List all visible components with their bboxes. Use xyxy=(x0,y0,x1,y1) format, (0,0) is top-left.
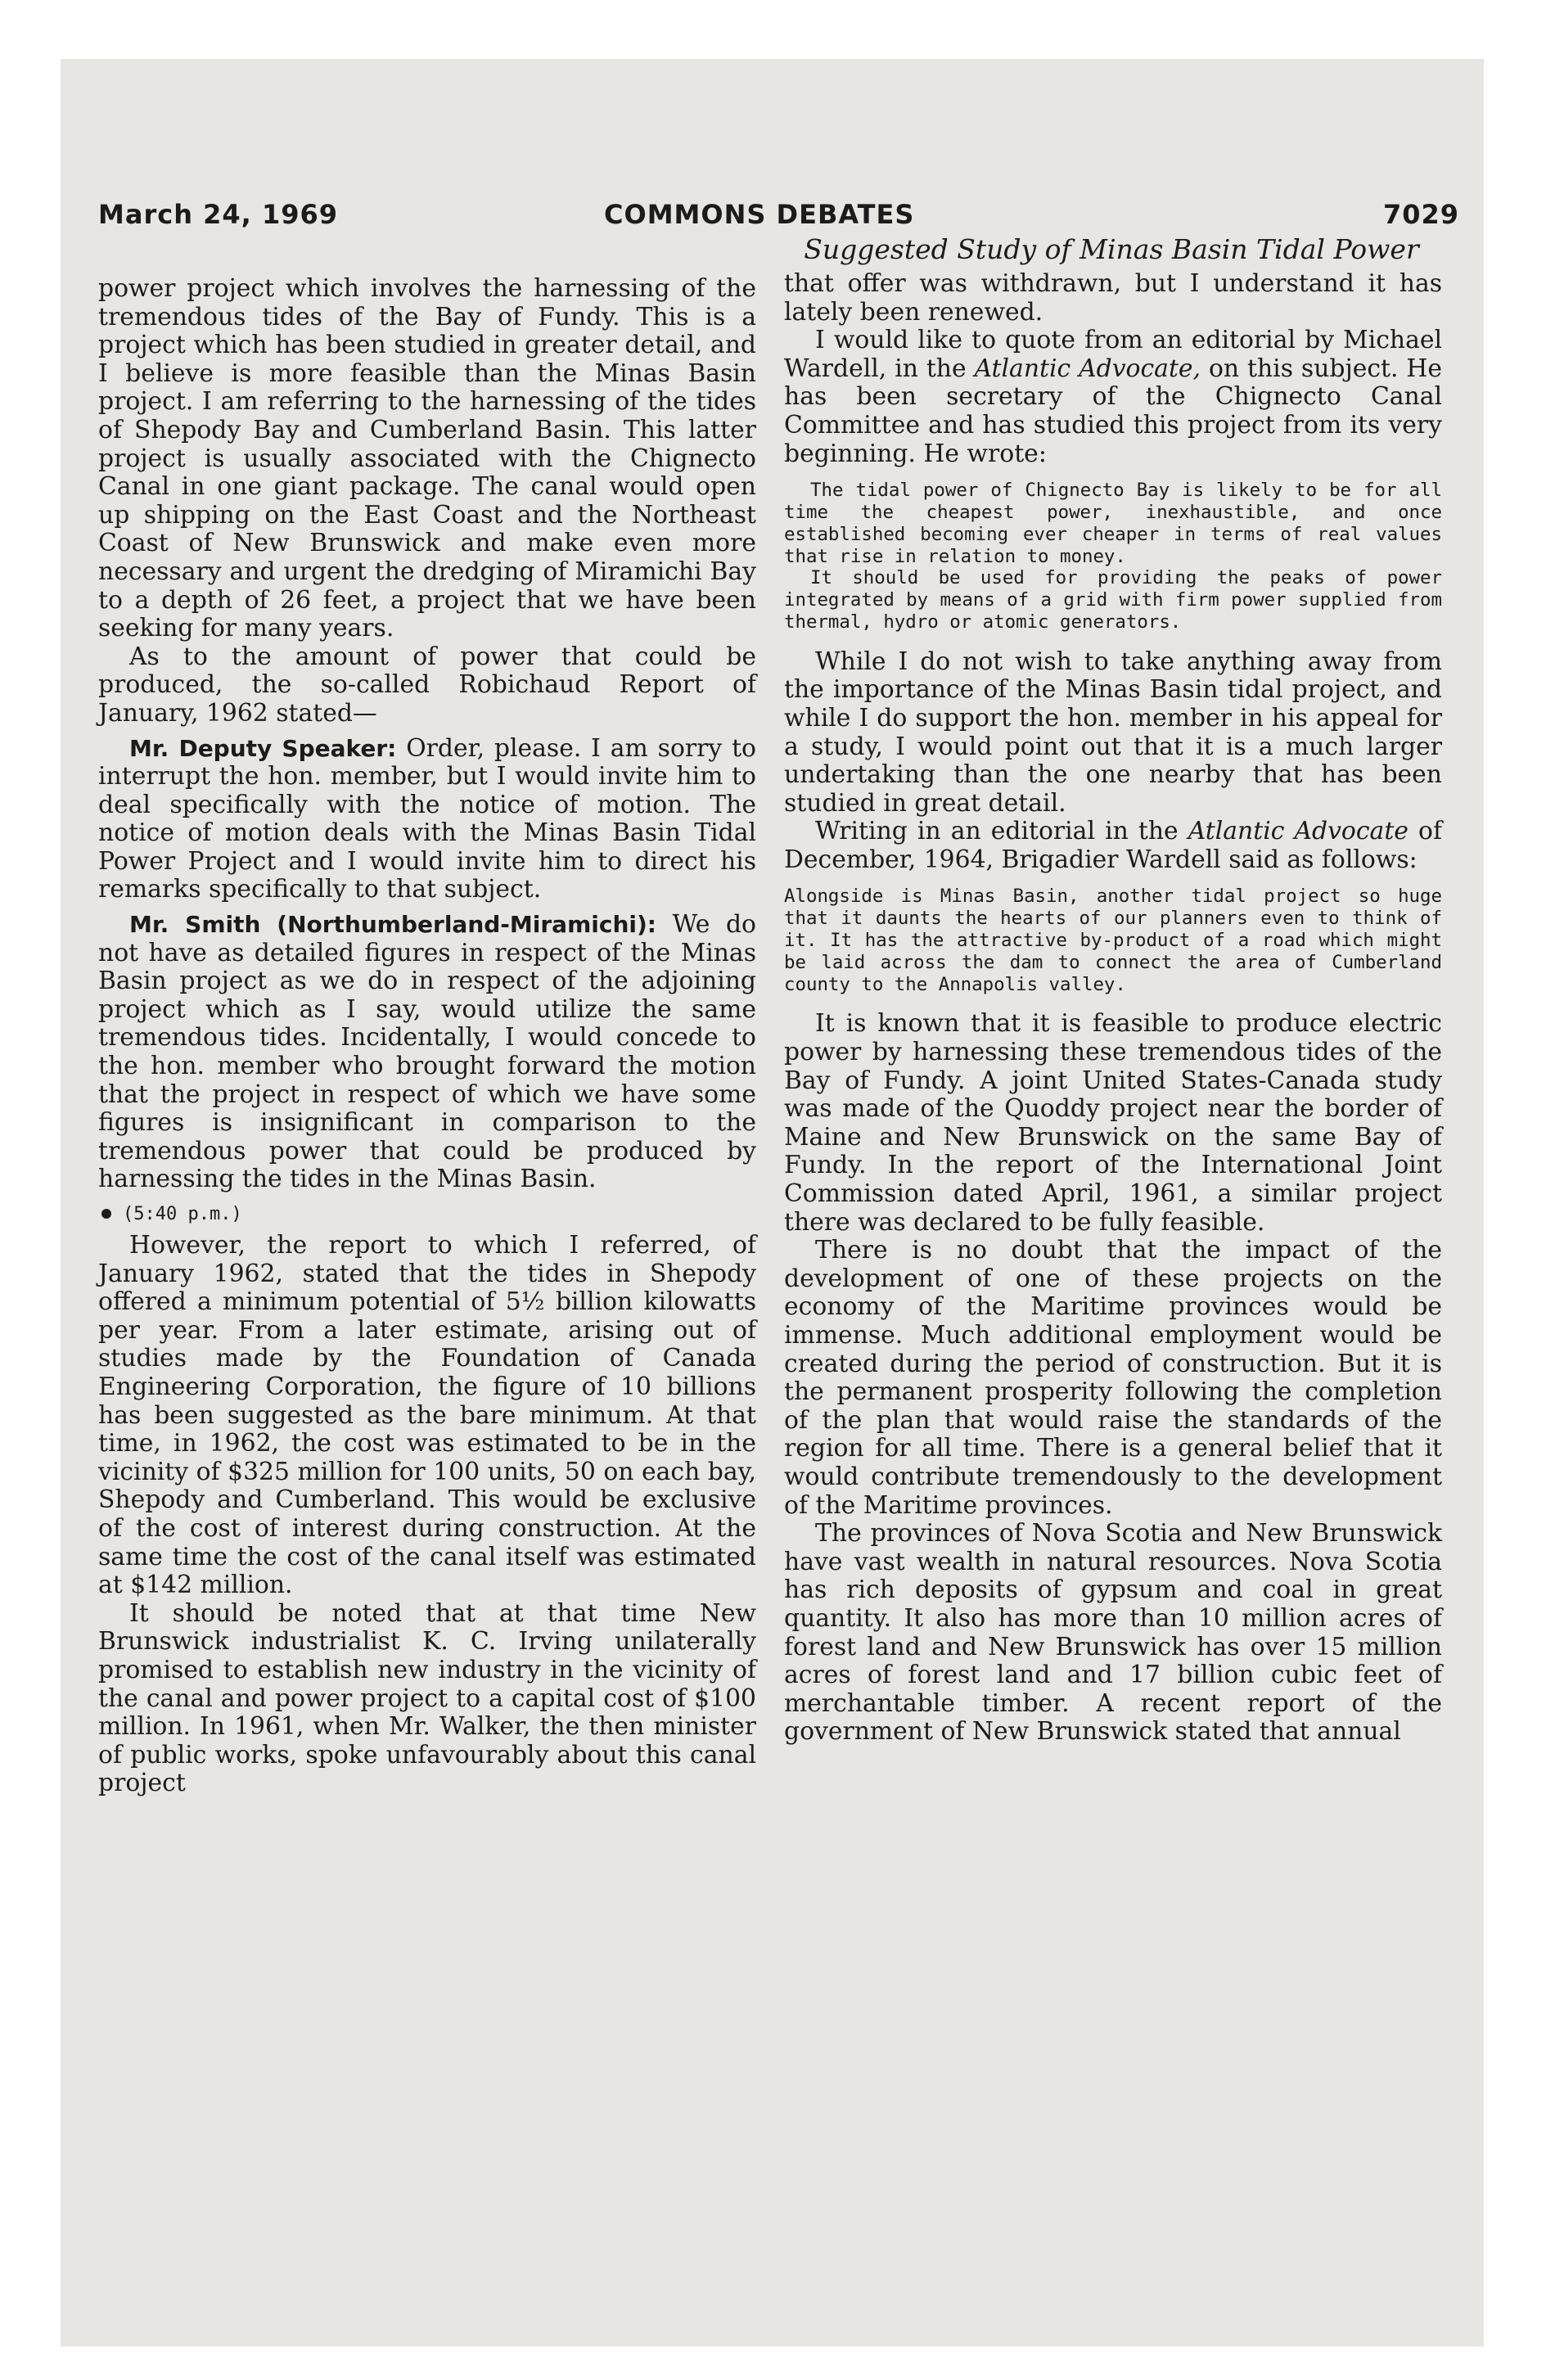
text-run: on this subject. He has been secretary of the Chignecto Canal Committee and has studied this project from its very beginning. He wrote: xyxy=(784,354,1442,468)
paragraph: It should be noted that at that time New Brunswick industrialist K. C. Irving unilaterally promised to establish new industry in the vicinity of the canal and power project to a capital cost of $100 million. In 1961, when Mr. Walker, the then minister of public works, spoke unfavourably about this canal project xyxy=(98,1598,756,1798)
bullet-icon xyxy=(101,1209,111,1219)
page-number: 7029 xyxy=(1383,199,1460,230)
quote-paragraph: It should be used for providing the peaks of power integrated by means of a grid with firm power supplied from thermal, hydro or atomic generators. xyxy=(784,567,1442,633)
time-stamp xyxy=(98,1201,756,1228)
publication-title: Atlantic Advocate xyxy=(1188,817,1409,846)
block-quote xyxy=(784,886,1442,995)
paragraph: that offer was withdrawn, but I understand it has lately been renewed. xyxy=(784,269,1442,327)
paragraph xyxy=(784,818,1442,874)
speech-deputy-speaker xyxy=(98,735,756,905)
text-run: I would like to quote from an editorial by Michael Wardell, in the xyxy=(784,326,1442,383)
text-run: of December, 1964, Brigadier Wardell said as follows: xyxy=(784,817,1442,874)
publication-title: Atlantic Advocate, xyxy=(974,354,1201,383)
speech-smith xyxy=(98,911,756,1194)
left-column xyxy=(98,275,756,1798)
paragraph: While I do not wish to take anything away from the importance of the Minas Basin tidal project, and while I do support the hon. member in his appeal for a study, I would point out that it is a much larger undertaking than the one nearby that has been studied in great detail. xyxy=(784,647,1442,818)
running-subject-heading: Suggested Study of Minas Basin Tidal Power xyxy=(804,233,1419,265)
header-title: COMMONS DEBATES xyxy=(604,199,915,230)
paragraph: It is known that it is feasible to produce electric power by harnessing these tremendous tides of the Bay of Fundy. A joint United States-Canada study was made of the Quoddy project near the border of Maine and New Brunswick on the same Bay of Fundy. In the report of the International Joint Commission dated April, 1961, a similar project there was declared to be fully feasible. xyxy=(784,1009,1442,1237)
speech-text: We do not have as detailed figures in respect of the Minas Basin project as we do in respect of the adjoining project which as I say, would utilize the same tremendous tides. Incidentally, I would concede to the hon. member who brought forward the motion that the project in respect of which we have some figures is insignificant in comparison to the tremendous power that could be produced by harnessing the tides in the Minas Basin. xyxy=(98,910,756,1194)
speaker-name: Mr. Smith (Northumberland-Miramichi): xyxy=(129,911,656,939)
header-date: March 24, 1969 xyxy=(98,199,338,230)
paragraph: The provinces of Nova Scotia and New Brunswick have vast wealth in natural resources. Nova Scotia has rich deposits of gypsum and coal in great quantity. It also has more than 10 million acres of forest land and New Brunswick has over 15 million acres of forest land and 17 billion cubic feet of merchantable timber. A recent report of the government of New Brunswick stated that annual xyxy=(784,1519,1442,1747)
right-column xyxy=(784,270,1442,1747)
block-quote xyxy=(784,480,1442,633)
paragraph xyxy=(784,327,1442,468)
quote-paragraph: The tidal power of Chignecto Bay is likely to be for all time the cheapest power, inexhaustible, and once established becoming ever cheaper in terms of real values that rise in relation to money. xyxy=(784,480,1442,567)
text-run: Writing in an editorial in the xyxy=(815,817,1179,846)
speech-text: Order, please. I am sorry to interrupt the hon. member, but I would invite him to deal specifically with the notice of motion. The notice of motion deals with the Minas Basin Tidal Power Project and I would invite him to direct his remarks specifically to that subject. xyxy=(98,733,756,904)
time-stamp-text: (5:40 p.m.) xyxy=(123,1204,242,1224)
quote-paragraph: Alongside is Minas Basin, another tidal project so huge that it daunts the hearts of our planners even to think of it. It has the attractive by-product of a road which might be laid across the dam to connect the area of Cumberland county to the Annapolis valley. xyxy=(784,886,1442,995)
paragraph: As to the amount of power that could be produced, the so-called Robichaud Report of January, 1962 stated— xyxy=(98,642,756,728)
paragraph: However, the report to which I referred, of January 1962, stated that the tides in Shepody offered a minimum potential of 5½ billion kilowatts per year. From a later estimate, arising out of studies made by the Foundation of Canada Engineering Corporation, the figure of 10 billions has been suggested as the bare minimum. At that time, in 1962, the cost was estimated to be in the vicinity of $325 million for 100 units, 50 on each bay, Shepody and Cumberland. This would be exclusive of the cost of interest during construction. At the same time the cost of the canal itself was estimated at $142 million. xyxy=(98,1231,756,1600)
paragraph: There is no doubt that the impact of the development of one of these projects on the economy of the Maritime provinces would be immense. Much additional employment would be created during the period of construction. But it is the permanent prosperity following the completion of the plan that would raise the standards of the region for all time. There is a general belief that it would contribute tremendously to the development of the Maritime provinces. xyxy=(784,1236,1442,1520)
speaker-name: Mr. Deputy Speaker: xyxy=(129,734,397,762)
paragraph: power project which involves the harnessing of the tremendous tides of the Bay of Fundy. This is a project which has been studied in greater detail, and I believe is more feasible than the Minas Basin project. I am referring to the harnessing of the tides of Shepody Bay and Cumberland Basin. This latter project is usually associated with the Chignecto Canal in one giant package. The canal would open up shipping on the East Coast and the Northeast Coast of New Brunswick and make even more necessary and urgent the dredging of Miramichi Bay to a depth of 26 feet, a project that we have been seeking for many years. xyxy=(98,274,756,643)
